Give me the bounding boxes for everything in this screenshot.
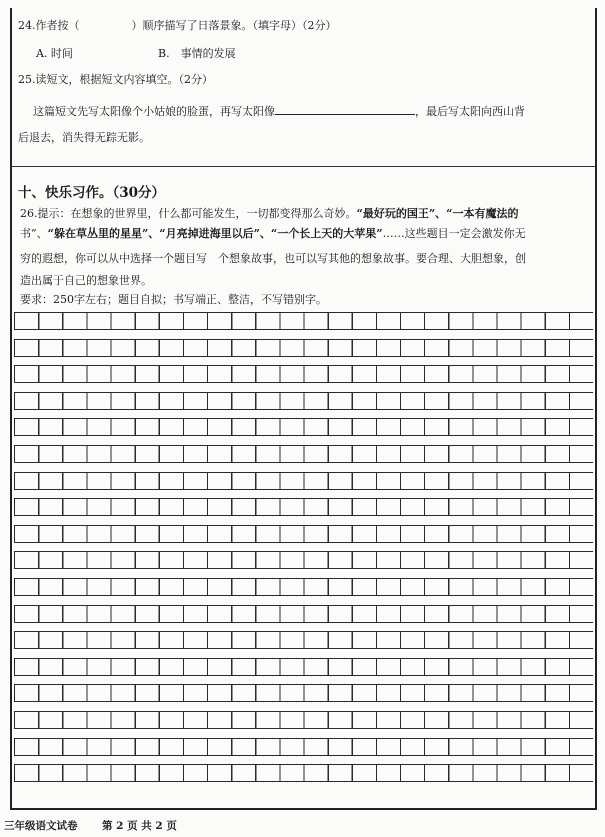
grid-row[interactable] [14,578,593,596]
writing-prompt-line-2-end: ……这些题目一定会激发你无 [382,227,526,240]
writing-prompt-intro: 26.提示：在想象的世界里，什么都可能发生，一切都变得那么奇妙。 [20,207,357,220]
writing-prompt-line-1 [20,207,518,221]
grid-row[interactable] [14,392,593,410]
footer-page-info: 第 2 页 共 2 页 [102,820,177,832]
grid-row[interactable] [14,764,593,782]
section-10-title: 十、快乐习作。（30分） [18,185,166,201]
question-24-text-before: 24.作者按（ [18,19,80,32]
grid-row[interactable] [14,339,593,357]
grid-row[interactable] [14,738,593,756]
grid-row[interactable] [14,418,593,436]
grid-row[interactable] [14,525,593,543]
grid-row[interactable] [14,605,593,623]
grid-row[interactable] [14,498,593,516]
grid-row[interactable] [14,711,593,729]
grid-row[interactable] [14,445,593,463]
grid-row[interactable] [14,684,593,702]
question-24-option-b: B. 事情的发展 [158,47,236,60]
writing-prompt-titles-2: “躲在草丛里的星星”、“月亮掉进海里以后”、“一个长上天的大苹果” [47,227,383,240]
writing-prompt-line-2 [20,227,526,241]
section-divider [10,166,595,167]
question-24-text-after: ）顺序描写了日落景象。（填字母）（2分） [131,19,337,32]
grid-row[interactable] [14,365,593,383]
question-24 [18,19,337,33]
question-25-line-1-before: 这篇短文先写太阳像个小姑娘的脸蛋，再写太阳像 [33,105,275,118]
grid-row[interactable] [14,631,593,649]
footer-exam-name: 三年级语文试卷 [4,820,78,832]
grid-row[interactable] [14,658,593,676]
question-25-line-2: 后退去，消失得无踪无影。 [18,131,150,144]
writing-prompt-titles-1: “最好玩的国王”、“一本有魔法的 [356,207,519,220]
writing-prompt-line-3: 穷的遐想，你可以从中选择一个题目写 个想象故事，也可以写其他的想象故事。要合理、大胆想象，创 [20,252,526,265]
grid-row[interactable] [14,472,593,490]
question-25-line-1 [33,103,525,119]
writing-prompt-line-2-start: 书”、 [20,227,48,240]
page-border-bottom [10,808,597,810]
grid-row[interactable] [14,312,593,330]
composition-grid[interactable] [14,312,593,796]
question-25-answer-blank[interactable] [275,103,415,115]
question-25-line-1-after: ，最后写太阳向西山背 [415,105,525,118]
writing-prompt-line-4: 造出属于自己的想象世界。 [20,274,152,287]
writing-requirements: 要求：250字左右；题目自拟；书写端正、整洁，不写错别字。 [20,293,327,306]
grid-row[interactable] [14,551,593,569]
question-25-title: 25.读短文，根据短文内容填空。（2分） [18,73,213,86]
question-24-option-a: A. 时间 [36,47,73,60]
